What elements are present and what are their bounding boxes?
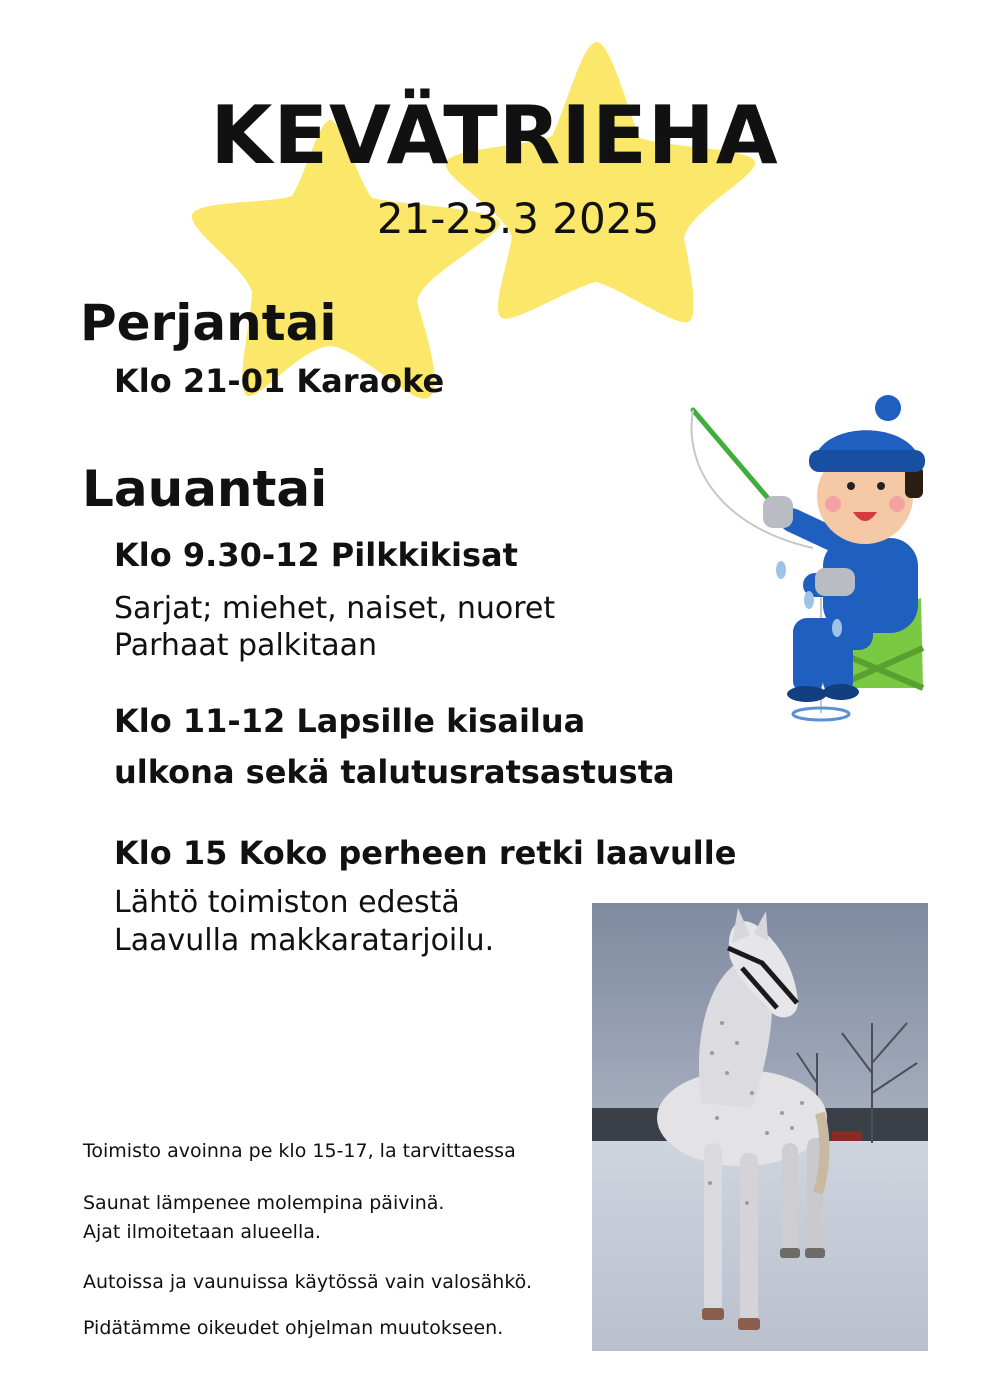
event-trip-title: Klo 15 Koko perheen retki laavulle xyxy=(114,834,737,872)
ice-fisher-illustration xyxy=(683,388,943,728)
note-sauna-times: Ajat ilmoitetaan alueella. xyxy=(83,1221,321,1243)
horse-photo xyxy=(592,903,928,1351)
trip-sausages: Laavulla makkaratarjoilu. xyxy=(114,923,495,958)
star-right xyxy=(446,42,756,322)
event-dates: 21-23.3 2025 xyxy=(376,194,660,243)
note-electricity: Autoissa ja vaunuissa käytössä vain valosähkö. xyxy=(83,1271,532,1293)
day-heading-saturday: Lauantai xyxy=(82,460,328,518)
event-kids-subtitle: ulkona sekä talutusratsastusta xyxy=(114,753,675,791)
ice-fishing-series: Sarjat; miehet, naiset, nuoret xyxy=(114,591,556,626)
day-heading-friday: Perjantai xyxy=(80,294,337,352)
ice-fishing-prizes: Parhaat palkitaan xyxy=(114,628,378,663)
event-ice-fishing-title: Klo 9.30-12 Pilkkikisat xyxy=(114,536,518,574)
trip-departure: Lähtö toimiston edestä xyxy=(114,885,460,920)
page-title: KEVÄTRIEHA xyxy=(210,89,779,182)
event-kids-title: Klo 11-12 Lapsille kisailua xyxy=(114,702,586,740)
note-rights: Pidätämme oikeudet ohjelman muutokseen. xyxy=(83,1317,504,1339)
event-karaoke: Klo 21-01 Karaoke xyxy=(114,362,445,400)
note-sauna: Saunat lämpenee molempina päivinä. xyxy=(83,1192,445,1214)
note-office-hours: Toimisto avoinna pe klo 15-17, la tarvittaessa xyxy=(83,1140,516,1162)
